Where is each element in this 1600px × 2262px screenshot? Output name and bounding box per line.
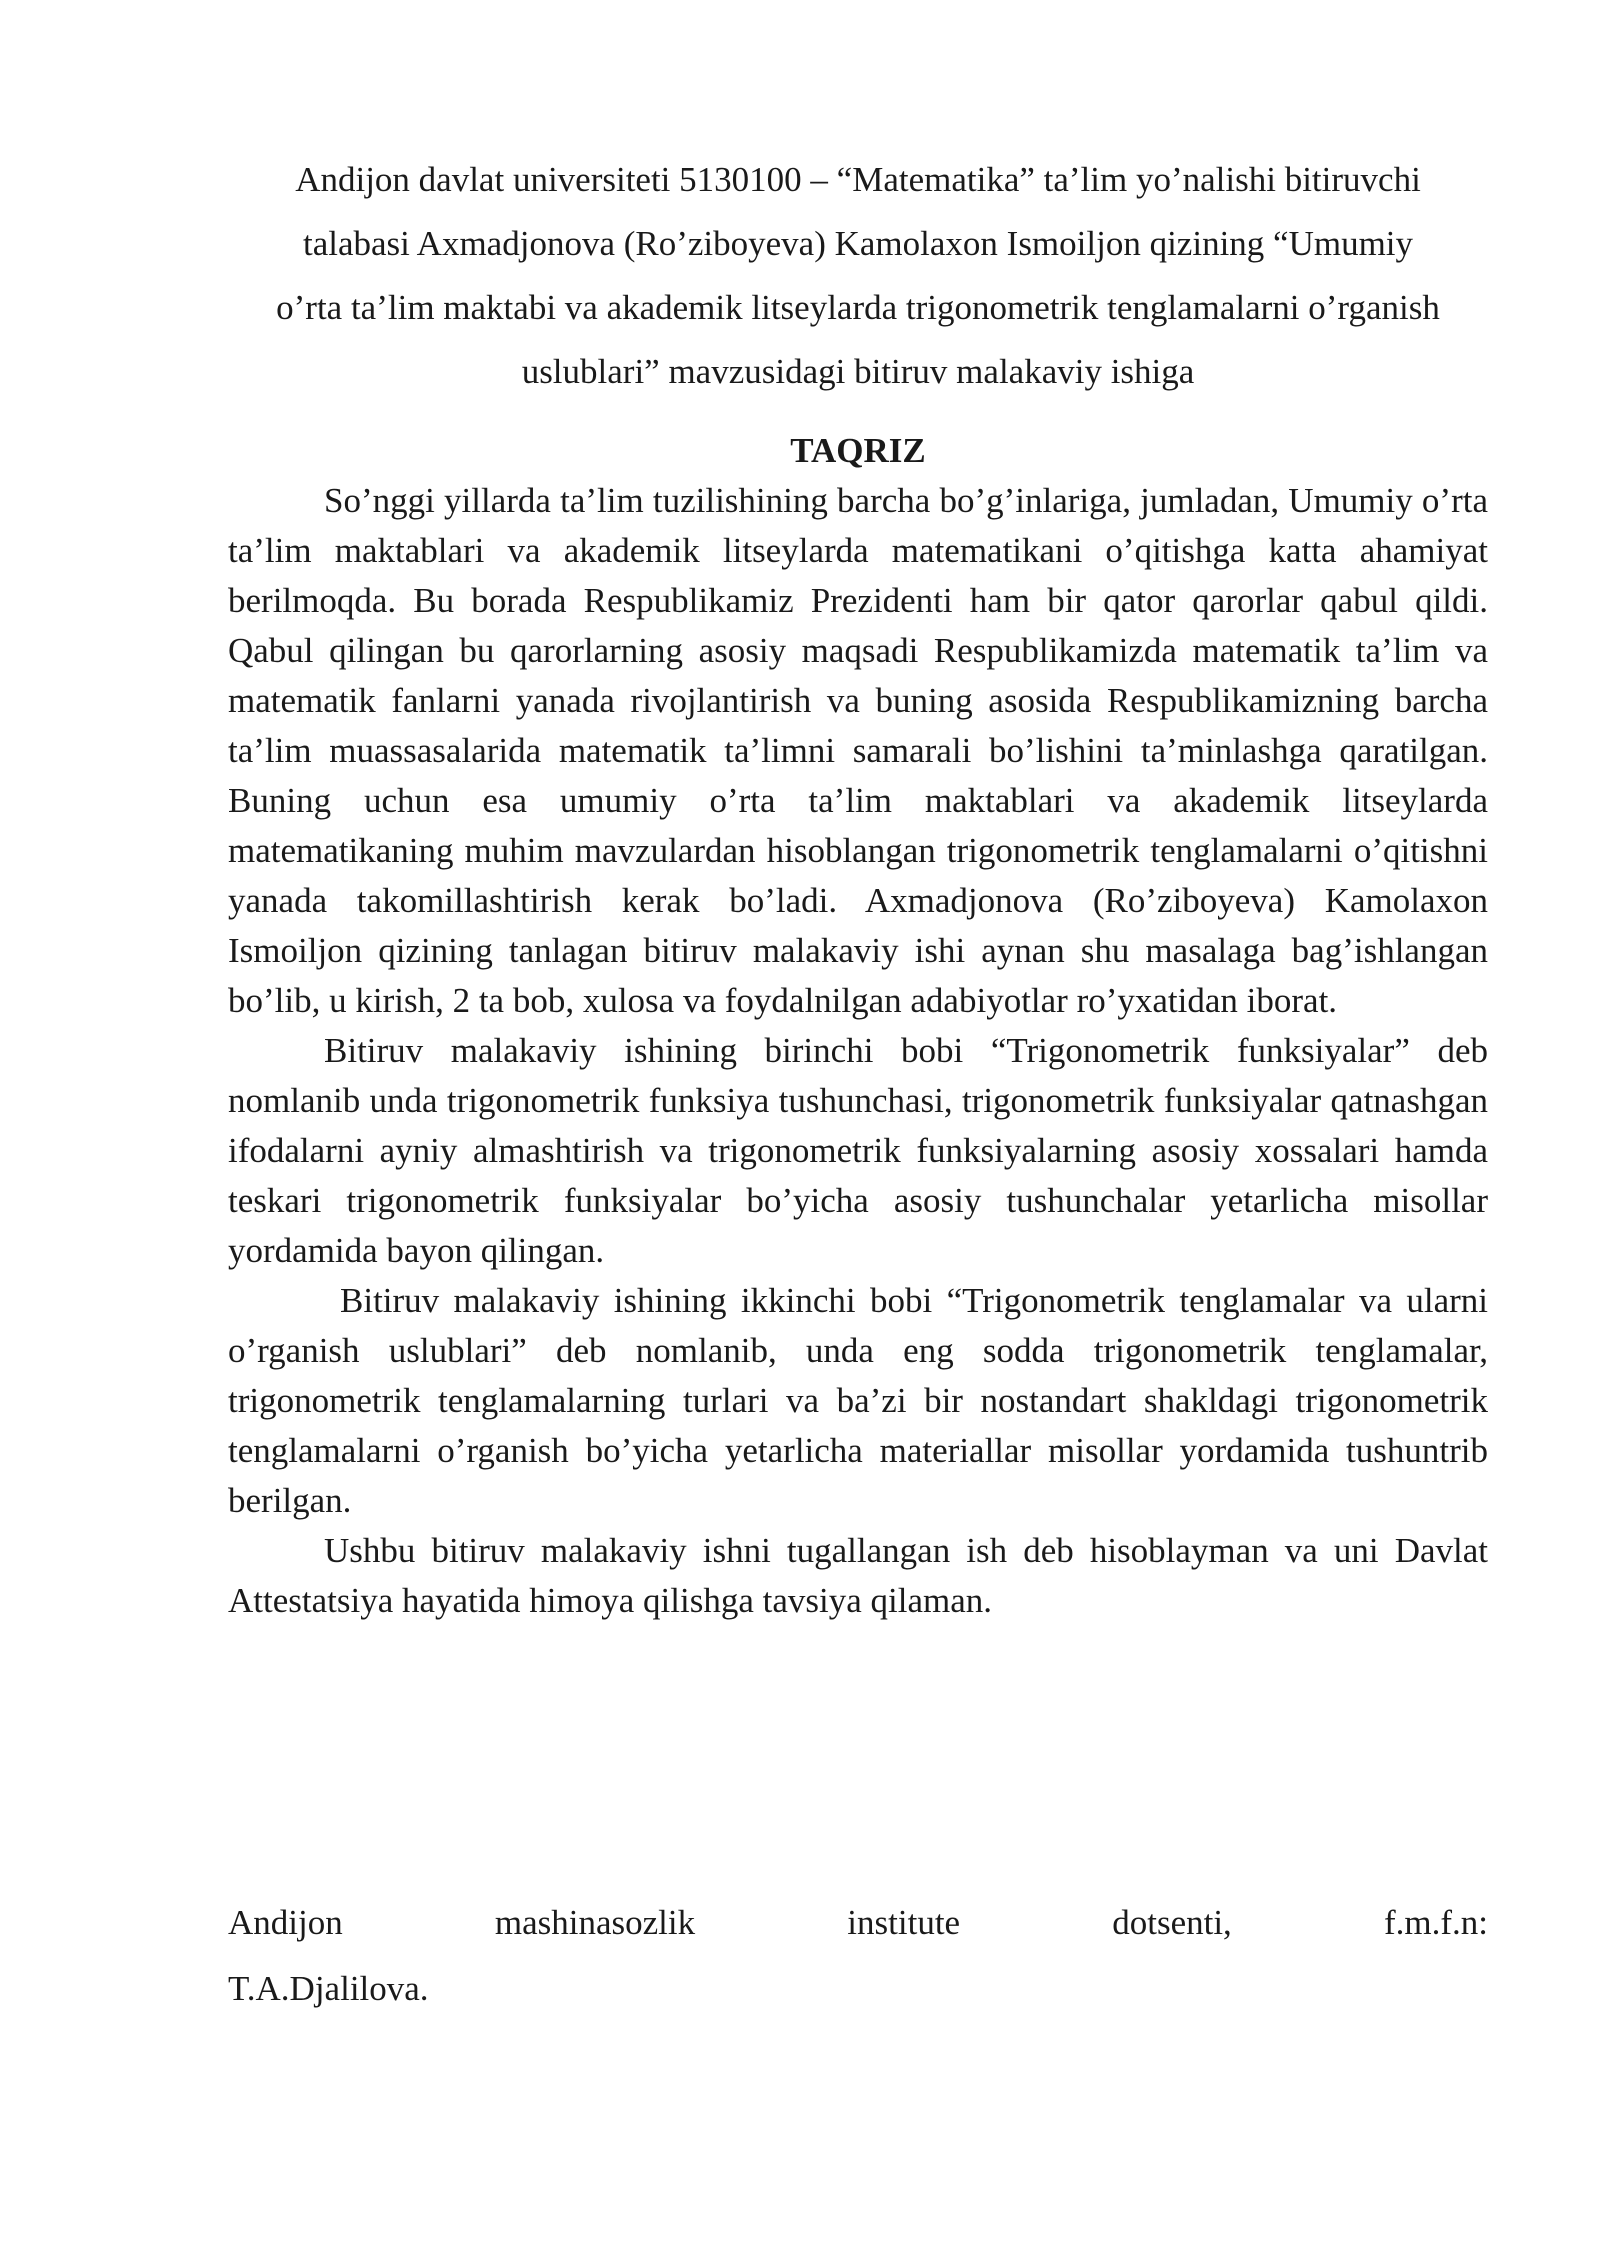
signature-affiliation bbox=[228, 1890, 1488, 1956]
signature-block bbox=[228, 1890, 1488, 2022]
signature-word: f.m.f.n: bbox=[1383, 1903, 1488, 1942]
signature-word: Andijon bbox=[228, 1903, 343, 1942]
signature-word: mashinasozlik bbox=[494, 1903, 696, 1942]
header-line: talabasi Axmadjonova (Ro’ziboyeva) Kamolaxon Ismoiljon qizining “Umumiy bbox=[302, 224, 1414, 263]
review-document bbox=[228, 148, 1488, 1626]
paragraph-conclusion: Ushbu bitiruv malakaviy ishni tugallangan ish deb hisoblayman va uni Davlat Attestatsiya hayatida himoya qilishga tavsiya qilaman. bbox=[228, 1531, 1488, 1620]
paragraph-chapter-one: Bitiruv malakaviy ishining birinchi bobi “Trigonometrik funksiyalar” deb nomlanib unda trigonometrik funksiya tushunchasi, trigonometrik funksiyalar qatnashgan ifodalarni ayniy almashtirish va trigonometrik funksiyalarning asosiy xossalari hamda teskari trigonometrik funksiyalar bo’yicha asosiy tushunchalar yetarlicha misollar yordamida bayon qilingan. bbox=[228, 1031, 1488, 1270]
document-header bbox=[228, 148, 1488, 404]
review-body bbox=[228, 476, 1488, 1626]
document-title: TAQRIZ bbox=[790, 431, 926, 470]
signature-word: dotsenti, bbox=[1112, 1903, 1232, 1942]
paragraph-intro: So’nggi yillarda ta’lim tuzilishining barcha bo’g’inlariga, jumladan, Umumiy o’rta ta’lim maktablari va akademik litseylarda matematikani o’qitishga katta ahamiyat berilmoqda. Bu borada Respublikamiz Prezidenti ham bir qator qarorlar qabul qildi. Qabul qilingan bu qarorlarning asosiy maqsadi Respublikamizda matematik ta’lim va matematik fanlarni yanada rivojlantirish va buning asosida Respublikamizning barcha ta’lim muassasalarida matematik ta’limni samarali bo’lishini ta’minlashga qaratilgan. Buning uchun esa umumiy o’rta ta’lim maktablari va akademik litseylarda matematikaning muhim mavzulardan hisoblangan trigonometrik tenglamalarni o’qitishni yanada takomillashtirish kerak bo’ladi. Axmadjonova (Ro’ziboyeva) Kamolaxon Ismoiljon qizining tanlagan bitiruv malakaviy ishi aynan shu masalaga bag’ishlangan bo’lib, u kirish, 2 ta bob, xulosa va foydalnilgan adabiyotlar ro’yxatidan iborat. bbox=[228, 481, 1488, 1020]
header-line: o’rta ta’lim maktabi va akademik litseylarda trigonometrik tenglamalarni o’rganish bbox=[276, 288, 1440, 327]
signature-word: institute bbox=[847, 1903, 961, 1942]
header-line: uslublari” mavzusidagi bitiruv malakaviy ishiga bbox=[521, 352, 1195, 391]
signature-name: T.A.Djalilova. bbox=[228, 1969, 429, 2008]
paragraph-chapter-two: Bitiruv malakaviy ishining ikkinchi bobi “Trigonometrik tenglamalar va ularni o’rganish uslublari” deb nomlanib, unda eng sodda trigonometrik tenglamalar, trigonometrik tenglamalarning turlari va ba’zi bir nostandart shakldagi trigonometrik tenglamalarni o’rganish bo’yicha yetarlicha materiallar misollar yordamida tushuntrib berilgan. bbox=[228, 1281, 1488, 1520]
header-line: Andijon davlat universiteti 5130100 – “Matematika” ta’lim yo’nalishi bitiruvchi bbox=[295, 160, 1421, 199]
